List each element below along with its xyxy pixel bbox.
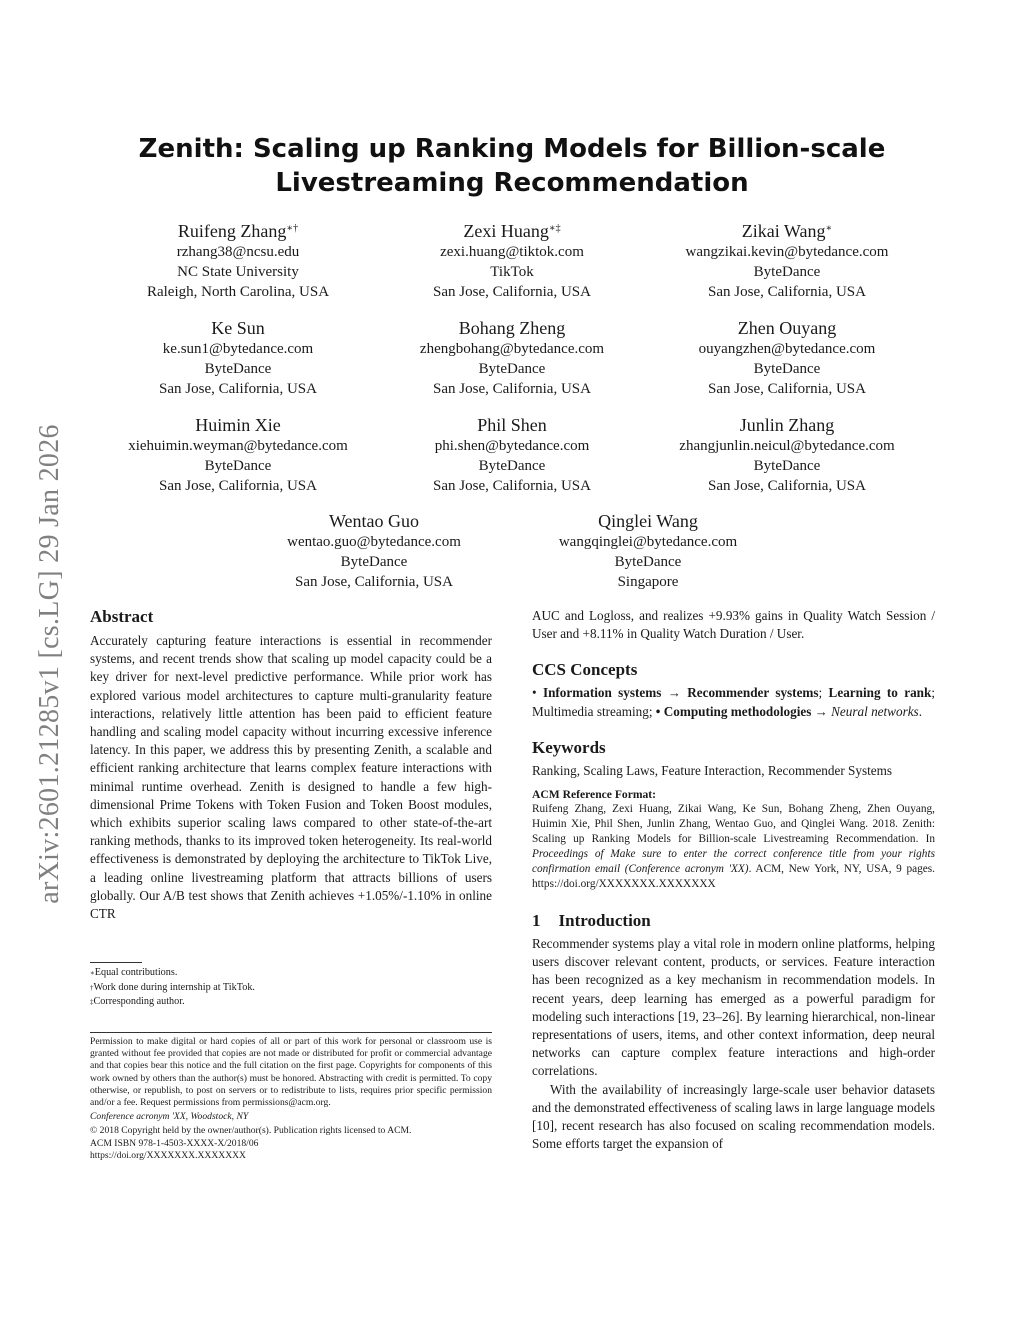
author-email: wentao.guo@bytedance.com xyxy=(287,534,461,550)
author-name: Huimin Xie xyxy=(195,415,281,435)
author-email: ke.sun1@bytedance.com xyxy=(162,341,314,357)
author-email: zhangjunlin.neicul@bytedance.com xyxy=(679,438,895,454)
author-email: wangzikai.kevin@bytedance.com xyxy=(685,244,889,260)
author-email: xiehuimin.weyman@bytedance.com xyxy=(128,438,348,454)
author-name: Zexi Huang xyxy=(463,221,549,241)
permission-block xyxy=(90,1036,492,1162)
author-marks: ∗‡ xyxy=(548,223,561,234)
ccs-concept: Neural networks xyxy=(831,703,919,719)
footnote-text: Work done during internship at TikTok. xyxy=(93,981,255,993)
ccs-separator: ; xyxy=(818,685,829,701)
author-block xyxy=(88,317,388,399)
author-affiliation: ByteDance xyxy=(478,458,546,474)
author-location: San Jose, California, USA xyxy=(433,381,591,397)
author-name: Wentao Guo xyxy=(328,511,420,531)
author-location: San Jose, California, USA xyxy=(295,574,453,590)
intro-paragraph: Recommender systems play a vital role in modern online platforms, helping users discover relevant content, products, or services. Feature interaction has been recognized as a key mechanism in recommendation models. In recent years, deep learning has emerged as a powerful paradigm for modeling such interactions [19, 23–26]. By learning hierarchical, non-linear representations of users, items, and other context information, deep neural networks can capture complex feature interactions and high-order correlations. xyxy=(532,936,935,1079)
author-email: zhengbohang@bytedance.com xyxy=(419,341,605,357)
author-block xyxy=(637,317,937,399)
footnotes xyxy=(90,966,492,1010)
author-name: Junlin Zhang xyxy=(739,415,835,435)
author-affiliation: ByteDance xyxy=(204,361,272,377)
reference-publisher: . ACM, New York, NY, USA, 9 pages. https://doi.org/XXXXXXX.XXXXXXX xyxy=(532,863,936,891)
author-affiliation: NC State University xyxy=(177,264,299,280)
author-email: rzhang38@ncsu.edu xyxy=(176,244,300,260)
abstract-text: Accurately capturing feature interactions is essential in recommender systems, and recent trends show that scaling up model capacity could be a key driver for next-level predictive performance. While prior work has explored various model architectures to capture multi-granularity feature interactions, relatively little attention has been paid to efficient feature handling and scaling model capacity without incurring excessive inference latency. In this paper, we address this by presenting Zenith, a scalable and efficient ranking architecture that learns complex feature interactions with minimal runtime overhead. Zenith is designed to handle a few high-dimensional Prime Tokens with Token Fusion and Token Boost modules, which exhibits superior scaling laws compared to other state-of-the-art ranking methods, thanks to its improved token heterogeneity. Its real-world effectiveness is demonstrated by deploying the architecture to TikTok Live, a leading online livestreaming platform that attracts billions of users globally. Our A/B test shows that Zenith achieves +1.05%/-1.10% in online CTR xyxy=(90,633,492,922)
author-affiliation: ByteDance xyxy=(204,458,272,474)
ccs-concept: ; Multimedia streaming; xyxy=(532,685,935,719)
arxiv-sidebar xyxy=(28,375,72,953)
title-line-2: Livestreaming Recommendation xyxy=(275,168,749,198)
author-location: San Jose, California, USA xyxy=(159,478,317,494)
permission-text: Permission to make digital or hard copies of all or part of this work for personal or classroom use is granted without fee provided that copies are not made or distributed for profit or commercial advantage and that copies bear this notice and the full citation on the first page. Copyrights for components of this work owned by others than the author(s) must be honored. Abstracting with credit is permitted. To copy otherwise, or republish, to post on servers or to redistribute to lists, requires prior specific permission and/or a fee. Request permissions from permissions@acm.org. xyxy=(90,1036,492,1109)
ccs-concepts xyxy=(532,684,935,720)
author-email: zexi.huang@tiktok.com xyxy=(440,244,584,260)
footnote-text: Corresponding author. xyxy=(93,996,185,1007)
author-block xyxy=(88,414,388,496)
author-location: San Jose, California, USA xyxy=(708,284,866,300)
author-name: Zhen Ouyang xyxy=(737,318,837,338)
copyright-line: © 2018 Copyright held by the owner/author(s). Publication rights licensed to ACM. xyxy=(90,1125,412,1137)
section-number: 1 xyxy=(532,911,541,931)
permission-rule xyxy=(90,1032,492,1033)
footnote-text: Equal contributions. xyxy=(94,967,178,978)
ccs-bullet: • xyxy=(532,685,543,701)
left-column xyxy=(90,606,492,923)
author-affiliation: ByteDance xyxy=(753,361,821,377)
author-location: San Jose, California, USA xyxy=(708,478,866,494)
author-location: Raleigh, North Carolina, USA xyxy=(146,284,330,300)
paper-title xyxy=(130,132,894,200)
author-name: Zikai Wang xyxy=(741,221,826,241)
author-block xyxy=(88,220,388,302)
keywords-heading: Keywords xyxy=(532,737,606,757)
author-block xyxy=(498,510,798,592)
author-location: San Jose, California, USA xyxy=(433,284,591,300)
keywords-text: Ranking, Scaling Laws, Feature Interaction, Recommender Systems xyxy=(532,762,893,778)
abstract-heading: Abstract xyxy=(90,607,154,626)
footnote-mark: † xyxy=(90,983,94,992)
author-name: Bohang Zheng xyxy=(458,318,566,338)
abstract-continued: AUC and Logloss, and realizes +9.93% gains in Quality Watch Session / User and +8.11% in Quality Watch Duration / User. xyxy=(532,608,935,642)
doi-line: https://doi.org/XXXXXXX.XXXXXXX xyxy=(90,1149,246,1161)
footnote xyxy=(90,995,492,1010)
author-affiliation: ByteDance xyxy=(340,554,408,570)
author-marks: ∗ xyxy=(825,223,833,234)
ccs-concept: Information systems → Recommender systems xyxy=(542,685,819,701)
author-block xyxy=(362,414,662,496)
right-column xyxy=(532,607,935,1153)
author-block xyxy=(362,220,662,302)
author-affiliation: TikTok xyxy=(490,264,534,280)
ccs-concept: • Computing methodologies → xyxy=(655,703,828,719)
author-location: Singapore xyxy=(617,574,679,590)
reference-heading: ACM Reference Format: xyxy=(532,788,657,802)
author-affiliation: ByteDance xyxy=(753,264,821,280)
intro-paragraph: With the availability of increasingly large-scale user behavior datasets and the demonstrated effectiveness of scaling laws in large language models [10], recent research has also focused on scaling recommendation models. Some efforts target the expansion of xyxy=(532,1081,935,1152)
footnote-mark: ∗ xyxy=(90,969,95,977)
author-block xyxy=(362,317,662,399)
author-location: San Jose, California, USA xyxy=(433,478,591,494)
reference-text xyxy=(532,802,935,892)
footnote xyxy=(90,966,492,981)
ccs-separator: . xyxy=(918,703,922,719)
author-block xyxy=(637,414,937,496)
author-block xyxy=(637,220,937,302)
reference-authors: Ruifeng Zhang, Zexi Huang, Zikai Wang, Ke Sun, Bohang Zheng, Zhen Ouyang, Huimin Xie, Phil Shen, Junlin Zhang, Wentao Guo, and Qinglei Wang. 2018. Zenith: Scaling up Ranking Models for Billion-scale Livestreaming Recommendation. In xyxy=(532,803,935,846)
footnote-rule xyxy=(90,962,142,963)
author-email: ouyangzhen@bytedance.com xyxy=(698,341,876,357)
ccs-concept: Learning to rank xyxy=(828,685,932,701)
author-block xyxy=(224,510,524,592)
author-affiliation: ByteDance xyxy=(753,458,821,474)
author-location: San Jose, California, USA xyxy=(708,381,866,397)
arxiv-identifier: arXiv:2601.21285v1 [cs.LG] 29 Jan 2026 xyxy=(34,424,65,904)
reference-proceedings: Proceedings of Make sure to enter the correct conference title from your rights confirmation email (Conference acronym 'XX) xyxy=(532,848,935,876)
section-title: Introduction xyxy=(558,911,651,931)
footnote xyxy=(90,981,492,996)
ccs-heading: CCS Concepts xyxy=(532,660,638,680)
isbn-line: ACM ISBN 978-1-4503-XXXX-X/2018/06 xyxy=(90,1137,259,1149)
author-email: phi.shen@bytedance.com xyxy=(434,438,590,454)
introduction-heading xyxy=(532,910,935,932)
author-name: Qinglei Wang xyxy=(598,511,698,531)
author-name: Ke Sun xyxy=(211,318,265,338)
author-marks: ∗† xyxy=(286,223,299,234)
author-name: Phil Shen xyxy=(477,415,547,435)
author-name: Ruifeng Zhang xyxy=(177,221,287,241)
author-affiliation: ByteDance xyxy=(478,361,546,377)
author-email: wangqinglei@bytedance.com xyxy=(558,534,738,550)
conference-line: Conference acronym 'XX, Woodstock, NY xyxy=(90,1111,249,1123)
author-location: San Jose, California, USA xyxy=(159,381,317,397)
footnote-mark: ‡ xyxy=(90,998,94,1006)
author-affiliation: ByteDance xyxy=(614,554,682,570)
title-line-1: Zenith: Scaling up Ranking Models for Billion-scale xyxy=(138,134,886,164)
